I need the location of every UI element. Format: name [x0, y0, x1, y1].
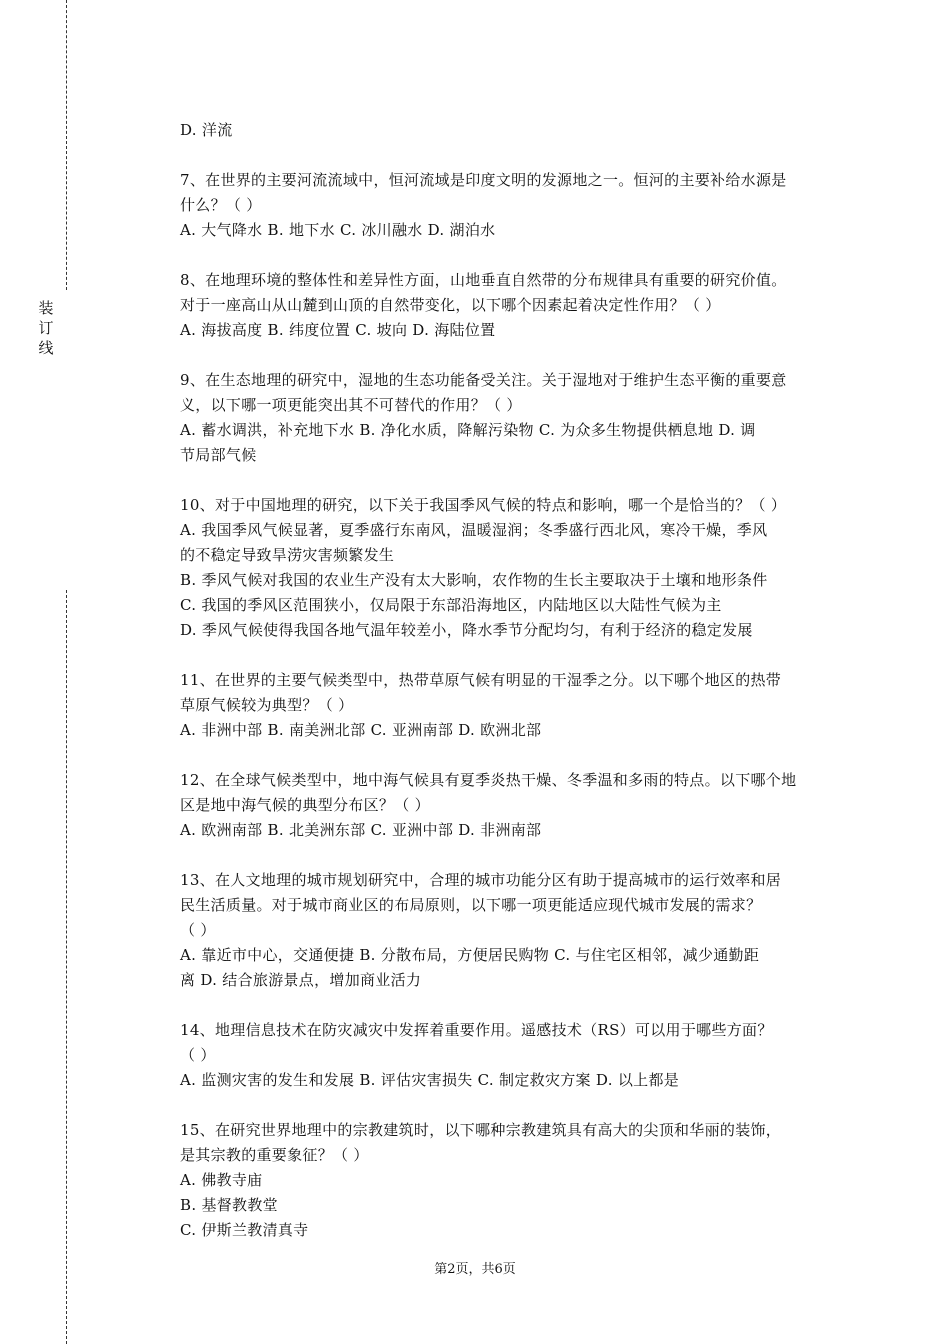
text-line: （ ）	[180, 921, 216, 939]
text-line: 离 D. 结合旅游景点，增加商业活力	[180, 971, 422, 989]
text-line: （ ）	[180, 1046, 216, 1064]
question-block	[180, 168, 860, 243]
text-line: 12、在全球气候类型中，地中海气候具有夏季炎热干燥、冬季温和多雨的特点。以下哪个地	[180, 771, 797, 789]
text-line: 区是地中海气候的典型分布区？（ ）	[180, 796, 430, 814]
binding-char: 订	[38, 319, 54, 337]
text-line: 7、在世界的主要河流流域中，恒河流域是印度文明的发源地之一。恒河的主要补给水源是	[180, 171, 787, 189]
question-content	[180, 118, 860, 1268]
text-line: C. 伊斯兰教清真寺	[180, 1221, 309, 1239]
text-line: 民生活质量。对于城市商业区的布局原则，以下哪一项更能适应现代城市发展的需求？	[180, 896, 762, 914]
text-line: 是其宗教的重要象征？（ ）	[180, 1146, 369, 1164]
question-block	[180, 268, 860, 343]
text-line: 对于一座高山从山麓到山顶的自然带变化，以下哪个因素起着决定性作用？（ ）	[180, 296, 721, 314]
previous-question-tail	[180, 118, 860, 143]
text-line: A. 海拔高度 B. 纬度位置 C. 坡向 D. 海陆位置	[180, 321, 496, 339]
binding-char: 线	[38, 339, 54, 357]
binding-char: 装	[38, 299, 54, 317]
text-line: 11、在世界的主要气候类型中，热带草原气候有明显的干湿季之分。以下哪个地区的热带	[180, 671, 782, 689]
text-line: 8、在地理环境的整体性和差异性方面，山地垂直自然带的分布规律具有重要的研究价值。	[180, 271, 787, 289]
text-line: 10、对于中国地理的研究，以下关于我国季风气候的特点和影响，哪一个是恰当的？（ ）	[180, 496, 787, 514]
text-line: A. 蓄水调洪，补充地下水 B. 净化水质，降解污染物 C. 为众多生物提供栖息地 D. 调	[180, 421, 756, 439]
page-footer: 第2页，共6页	[434, 1262, 516, 1277]
text-line: 14、地理信息技术在防灾减灾中发挥着重要作用。遥感技术（RS）可以用于哪些方面？	[180, 1021, 773, 1039]
text-line: A. 欧洲南部 B. 北美洲东部 C. 亚洲中部 D. 非洲南部	[180, 821, 542, 839]
question-block	[180, 868, 860, 993]
text-line: 15、在研究世界地理中的宗教建筑时，以下哪种宗教建筑具有高大的尖顶和华丽的装饰，	[180, 1121, 782, 1139]
text-line: 9、在生态地理的研究中，湿地的生态功能备受关注。关于湿地对于维护生态平衡的重要意	[180, 371, 787, 389]
text-line: B. 季风气候对我国的农业生产没有太大影响，农作物的生长主要取决于土壤和地形条件	[180, 571, 768, 589]
binding-dashed-line-bottom	[66, 590, 67, 1344]
text-line: C. 我国的季风区范围狭小，仅局限于东部沿海地区，内陆地区以大陆性气候为主	[180, 596, 722, 614]
question-block	[180, 1118, 860, 1243]
text-line: 的不稳定导致旱涝灾害频繁发生	[180, 546, 395, 564]
text-line: 13、在人文地理的城市规划研究中，合理的城市功能分区有助于提高城市的运行效率和居	[180, 871, 782, 889]
binding-dashed-line-top	[66, 0, 67, 290]
text-line: A. 我国季风气候显著，夏季盛行东南风，温暖湿润；冬季盛行西北风，寒冷干燥，季风	[180, 521, 768, 539]
text-line: A. 监测灾害的发生和发展 B. 评估灾害损失 C. 制定救灾方案 D. 以上都是	[180, 1071, 680, 1089]
text-line: A. 佛教寺庙	[180, 1171, 263, 1189]
text-line: 草原气候较为典型？（ ）	[180, 696, 354, 714]
text-line: D. 季风气候使得我国各地气温年较差小，降水季节分配均匀，有利于经济的稳定发展	[180, 621, 753, 639]
question-block	[180, 493, 860, 643]
text-line: A. 非洲中部 B. 南美洲北部 C. 亚洲南部 D. 欧洲北部	[180, 721, 542, 739]
text-line: 什么？（ ）	[180, 196, 262, 214]
text-line: D. 洋流	[180, 121, 233, 139]
question-block	[180, 668, 860, 743]
text-line: 义，以下哪一项更能突出其不可替代的作用？（ ）	[180, 396, 522, 414]
text-line: A. 靠近市中心，交通便捷 B. 分散布局，方便居民购物 C. 与住宅区相邻，减少通勤距	[180, 946, 760, 964]
text-line: B. 基督教教堂	[180, 1196, 278, 1214]
binding-line-label	[38, 298, 54, 358]
question-block	[180, 768, 860, 843]
text-line: 节局部气候	[180, 446, 257, 464]
text-line: A. 大气降水 B. 地下水 C. 冰川融水 D. 湖泊水	[180, 221, 496, 239]
question-block	[180, 1018, 860, 1093]
question-block	[180, 368, 860, 468]
